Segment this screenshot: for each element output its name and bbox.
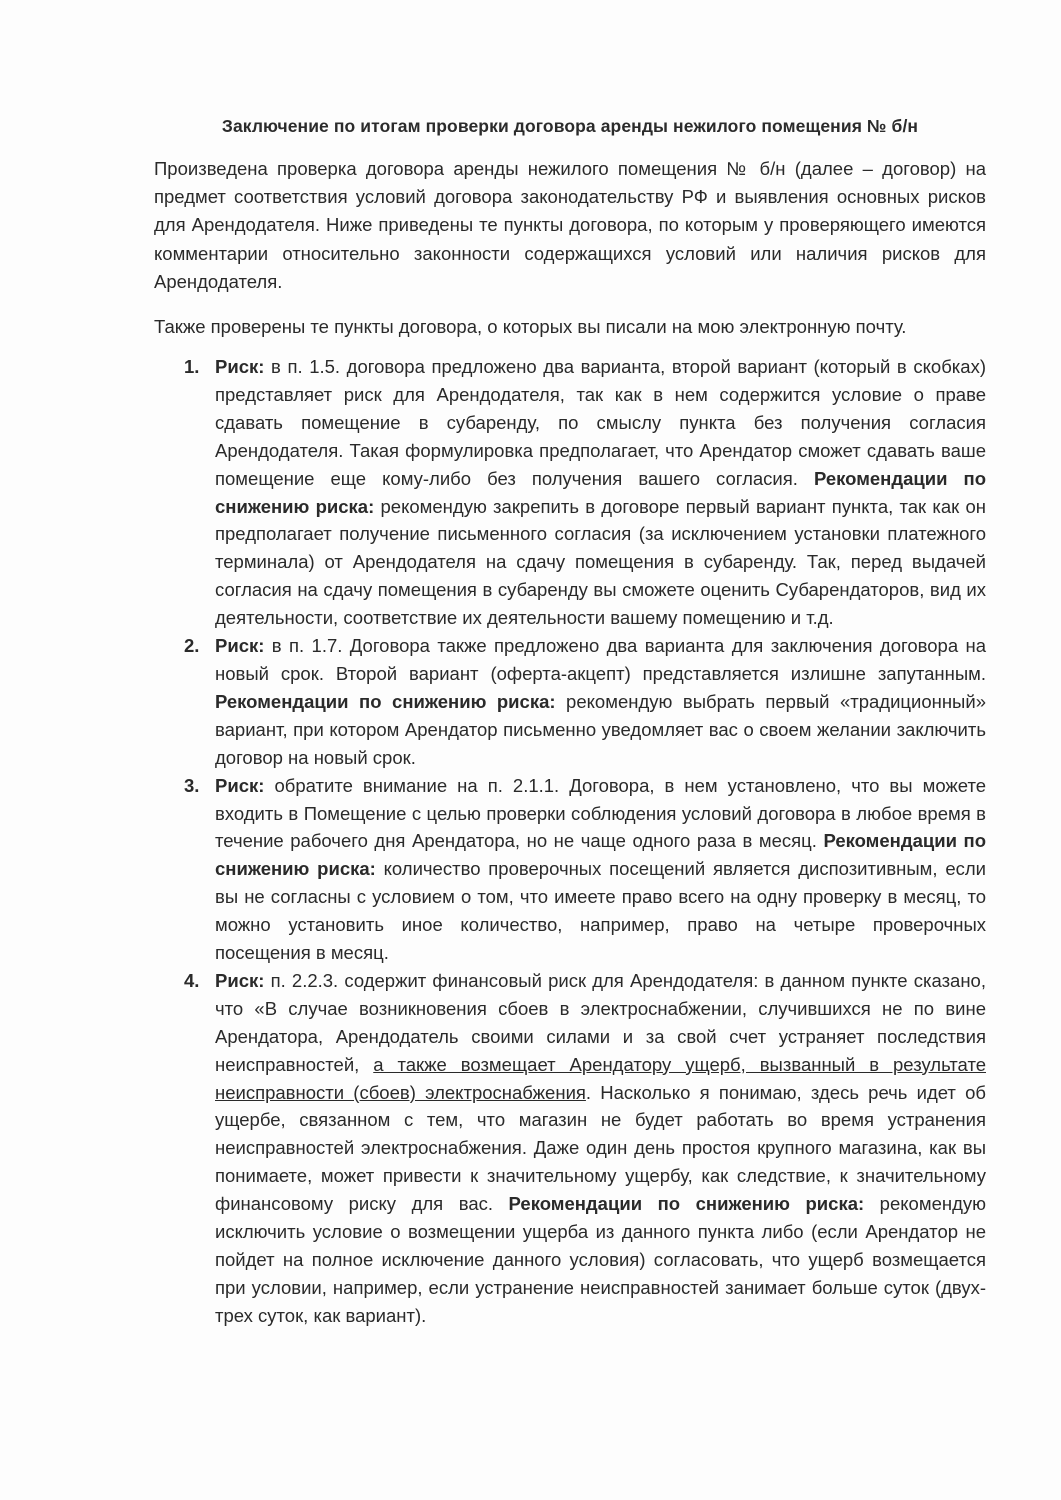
- recommendation-label: Рекомендации по снижению риска:: [215, 830, 986, 880]
- recommendation-text: рекомендую выбрать первый «традиционный» вариант, при котором Арендатор письменно уведомляет вас о своем желании заключить договор на новый срок.: [215, 690, 986, 768]
- recommendation-label: Рекомендации по снижению риска:: [215, 467, 986, 517]
- risk-number: 4.: [184, 969, 200, 991]
- risk-list: [154, 353, 986, 1330]
- intro-paragraph: Произведена проверка договора аренды нежилого помещения № б/н (далее – договор) на предмет соответствия условий договора законодательству РФ и выявления основных рисков для Арендодателя. Ниже приведены те пункты договора, по которым у проверяющего имеются комментарии относительно законности содержащихся условий или наличия рисков для Арендодателя.: [154, 158, 986, 292]
- risk-text: в п. 1.5. договора предложено два варианта, второй вариант (который в скобках) представляет риск для Арендодателя, так как в нем содержится условие о праве сдавать помещение в субаренду, по смыслу пункта без получения согласия Арендодателя. Такая формулировка предполагает, что Арендатор сможет сдавать ваше помещение еще кому-либо без получения вашего согласия.: [215, 356, 986, 489]
- recommendation-text: количество проверочных посещений является диспозитивным, если вы не согласны с условием о том, что имеете право всего на одну проверку в месяц, то можно установить иное количество, например, право на четыре проверочных посещения в месяц.: [215, 858, 986, 964]
- risk-item-3: [154, 772, 986, 967]
- risk-label: Риск:: [215, 356, 265, 377]
- risk-number: 2.: [184, 635, 200, 657]
- risk-item-1: [154, 353, 986, 632]
- risk-text-underlined: а также возмещает Арендатору ущерб, вызванный в результате неисправности (сбоев) электроснабжения: [215, 1053, 986, 1103]
- also-checked-paragraph: Также проверены те пункты договора, о которых вы писали на мою электронную почту.: [154, 316, 907, 337]
- risk-label: Риск:: [215, 774, 265, 796]
- risk-item-2: [154, 632, 986, 772]
- risk-text-before: п. 2.2.3. содержит финансовый риск для Арендодателя: в данном пункте сказано, что «В случае возникновения сбоев в электроснабжении, случившихся не по вине Арендатора, Арендодатель своими силами и за свой счет устраняет последствия неисправностей,: [215, 969, 986, 1075]
- risk-text-after: . Насколько я понимаю, здесь речь идет об ущербе, связанном с тем, что магазин не будет работать во время устранения неисправностей электроснабжения. Даже один день простоя крупного магазина, как вы понимаете, может привести к значительному ущербу, как следствие, к значительному финансовому риску для вас.: [215, 1081, 986, 1215]
- recommendation-label: Рекомендации по снижению риска:: [215, 690, 556, 712]
- risk-number: 3.: [184, 774, 200, 796]
- risk-number: 1.: [184, 356, 200, 377]
- recommendation-text: рекомендую исключить условие о возмещении ущерба из данного пункта либо (если Арендатор не пойдет на полное исключение данного условия) согласовать, что ущерб возмещается при условии, например, если устранение неисправностей занимает больше суток (двух-трех суток, как вариант).: [215, 1193, 986, 1326]
- risk-text: обратите внимание на п. 2.1.1. Договора, в нем установлено, что вы можете входить в Помещение с целью проверки соблюдения условий договора в любое время в течение рабочего дня Арендатора, но не чаще одного раза в месяц.: [215, 774, 986, 852]
- document-title: Заключение по итогам проверки договора аренды нежилого помещения № б/н: [221, 116, 919, 136]
- risk-item-4: [154, 967, 986, 1330]
- recommendation-text: рекомендую закрепить в договоре первый вариант пункта, так как он предполагает получение письменного согласия (за исключением установки платежного терминала) от Арендодателя на сдачу помещения в субаренду. Так, перед выдачей согласия на сдачу помещения в субаренду вы сможете оценить Субарендаторов, вид их деятельности, соответствие их деятельности вашему помещению и т.д.: [215, 495, 987, 629]
- risk-label: Риск:: [215, 635, 265, 657]
- risk-label: Риск:: [215, 969, 265, 991]
- risk-text: в п. 1.7. Договора также предложено два варианта для заключения договора на новый срок. Второй вариант (оферта-акцепт) представляется излишне запутанным.: [215, 635, 986, 684]
- recommendation-label: Рекомендации по снижению риска:: [508, 1193, 865, 1215]
